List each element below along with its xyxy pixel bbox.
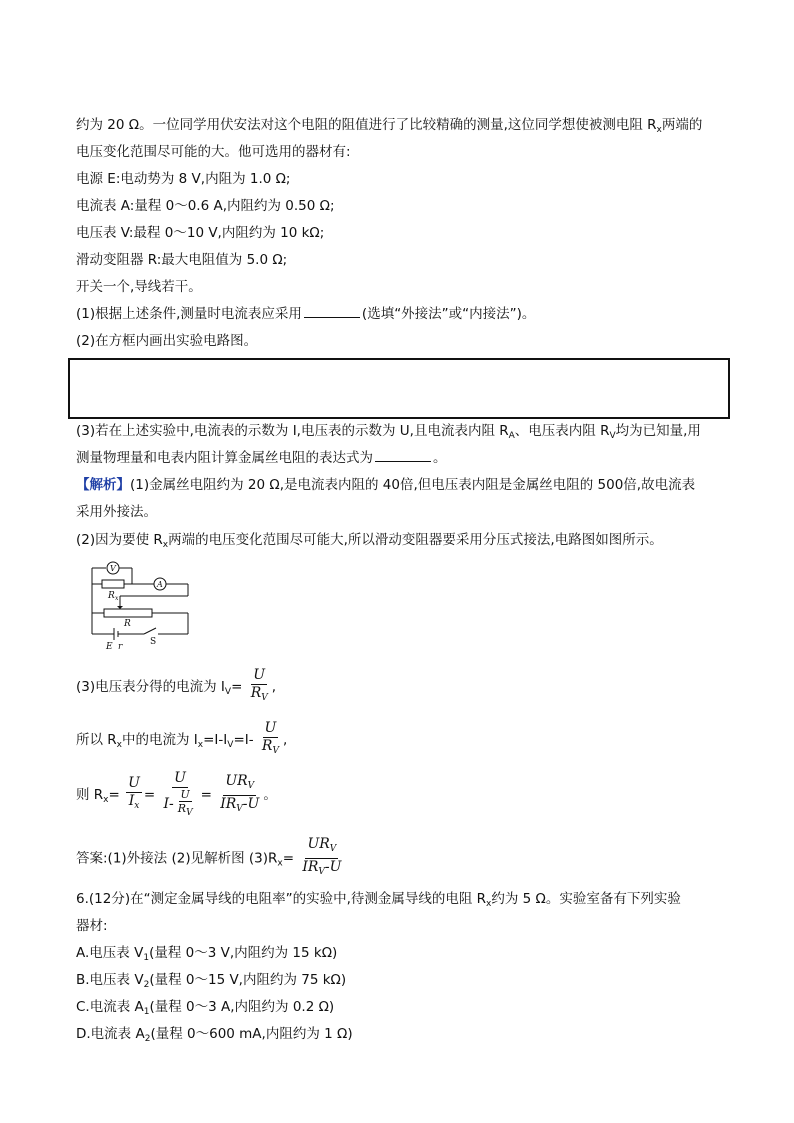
equipment-power: 电源 E:电动势为 8 V,内阻为 1.0 Ω; — [76, 171, 291, 187]
question-1: (1)根据上述条件,测量时电流表应采用 (选填“外接法”或“内接法”)。 — [76, 306, 536, 322]
answer-line: 答案:(1)外接法 (2)见解析图 $(3)R_x=$ $\frac{UR_V}{IR_V-U}$ — [76, 836, 345, 886]
fraction-u-over-ix: $\frac{U}{I_x}$ — [128, 775, 140, 811]
problem-line-1: 约为 20 Ω。一位同学用伏安法对这个电阻的阻值进行了比较精确的测量,这位同学想使被测电阻 $R_x$两端的 — [76, 117, 703, 135]
option-d: D.电流表 $A_2$(量程 0～600 mA,内阻约为 1 Ω) — [76, 1026, 353, 1044]
option-a: A.电压表 $V_1$(量程 0～3 V,内阻约为 15 kΩ) — [76, 945, 338, 963]
ammeter-label: A — [157, 580, 163, 589]
equipment-rheostat: 滑动变阻器 R:最大电阻值为 5.0 Ω; — [76, 252, 288, 268]
rx-sub-label: x — [115, 595, 119, 602]
problem-6-line-1: 6.(12分)在“测定金属导线的电阻率”的实验中,待测金属导线的电阻 $R_x$约为 5 Ω。实验室备有下列实验 — [76, 891, 681, 909]
solution-3-rx-current: 所以 $R_x$中的电流为 $I_x=I-I_V=I-$ $\frac{U}{R_V}$ , — [76, 720, 287, 764]
rheostat-symbol — [104, 609, 152, 617]
solution-3-current: (3)电压表分得的电流为 $I_V=$ $\frac{U}{R_V}$ , — [76, 667, 276, 711]
fraction-u-over-compound: U I- $\frac{U}{R_V}$ — [163, 770, 193, 818]
option-b: B.电压表 $V_2$(量程 0～15 V,内阻约为 75 kΩ) — [76, 972, 347, 990]
answer-blank-1 — [304, 305, 360, 318]
answer-blank-3 — [375, 449, 431, 462]
equipment-voltmeter: 电压表 V:最程 0～10 V,内阻约为 10 kΩ; — [76, 225, 325, 241]
equipment-ammeter: 电流表 A:量程 0～0.6 A,内阻约为 0.50 Ω; — [76, 198, 335, 214]
question-3-line-2: 测量物理量和电表内阻计算金属丝电阻的表达式为 。 — [76, 450, 447, 466]
voltmeter-label: V — [110, 564, 116, 573]
question-2: (2)在方框内画出实验电路图。 — [76, 333, 258, 349]
answer-fraction: $\frac{UR_V}{IR_V-U}$ — [302, 836, 342, 877]
switch-label: S — [150, 637, 157, 647]
problem-line-2: 电压变化范围尽可能的大。他可选用的器材有: — [76, 144, 351, 160]
nested-fraction: $\frac{U}{R_V}$ — [177, 788, 193, 818]
internal-resistance-label: r — [118, 642, 123, 652]
resistor-rx-symbol — [102, 580, 124, 588]
solution-2: (2)因为要使 $R_x$两端的电压变化范围尽可能大,所以滑动变阻器要采用分压式接法,电路图如图所示。 — [76, 532, 663, 550]
circuit-drawing-box — [68, 358, 730, 419]
equipment-switch: 开关一个,导线若干。 — [76, 279, 202, 295]
circuit-diagram — [84, 556, 194, 652]
rx-label: R — [108, 591, 115, 601]
solution-tag: 【解析】 — [76, 477, 130, 493]
emf-label: E — [106, 642, 113, 652]
rheostat-label: R — [124, 619, 131, 629]
solution-1-line-1: 【解析】(1)金属丝电阻约为 20 Ω,是电流表内阻的 40倍,但电压表内阻是金属丝电阻的 500倍,故电流表 — [76, 477, 696, 493]
switch-symbol — [144, 628, 156, 634]
option-c: C.电流表 $A_1$(量程 0～3 A,内阻约为 0.2 Ω) — [76, 999, 335, 1017]
problem-6-line-2: 器材: — [76, 918, 108, 934]
solution-1-line-2: 采用外接法。 — [76, 504, 157, 520]
solution-3-rx-formula: 则 $R_x=$ $\frac{U}{I_x}$ = U I- $\frac{U}{R_V}$ = $\frac{UR_V}{IR_V-U}$ 。 — [76, 770, 277, 818]
fraction-u-over-rv: $\frac{U}{R_V}$ — [250, 667, 268, 703]
question-3-line-1: (3)若在上述实验中,电流表的示数为 I,电压表的示数为 U,且电流表内阻 $R_A$、电压表内阻 $R_V$均为已知量,用 — [76, 423, 701, 441]
fraction-urv-over-irv-u: $\frac{UR_V}{IR_V-U}$ — [220, 772, 260, 814]
fraction-u-over-rv-2: $\frac{U}{R_V}$ — [261, 720, 279, 756]
